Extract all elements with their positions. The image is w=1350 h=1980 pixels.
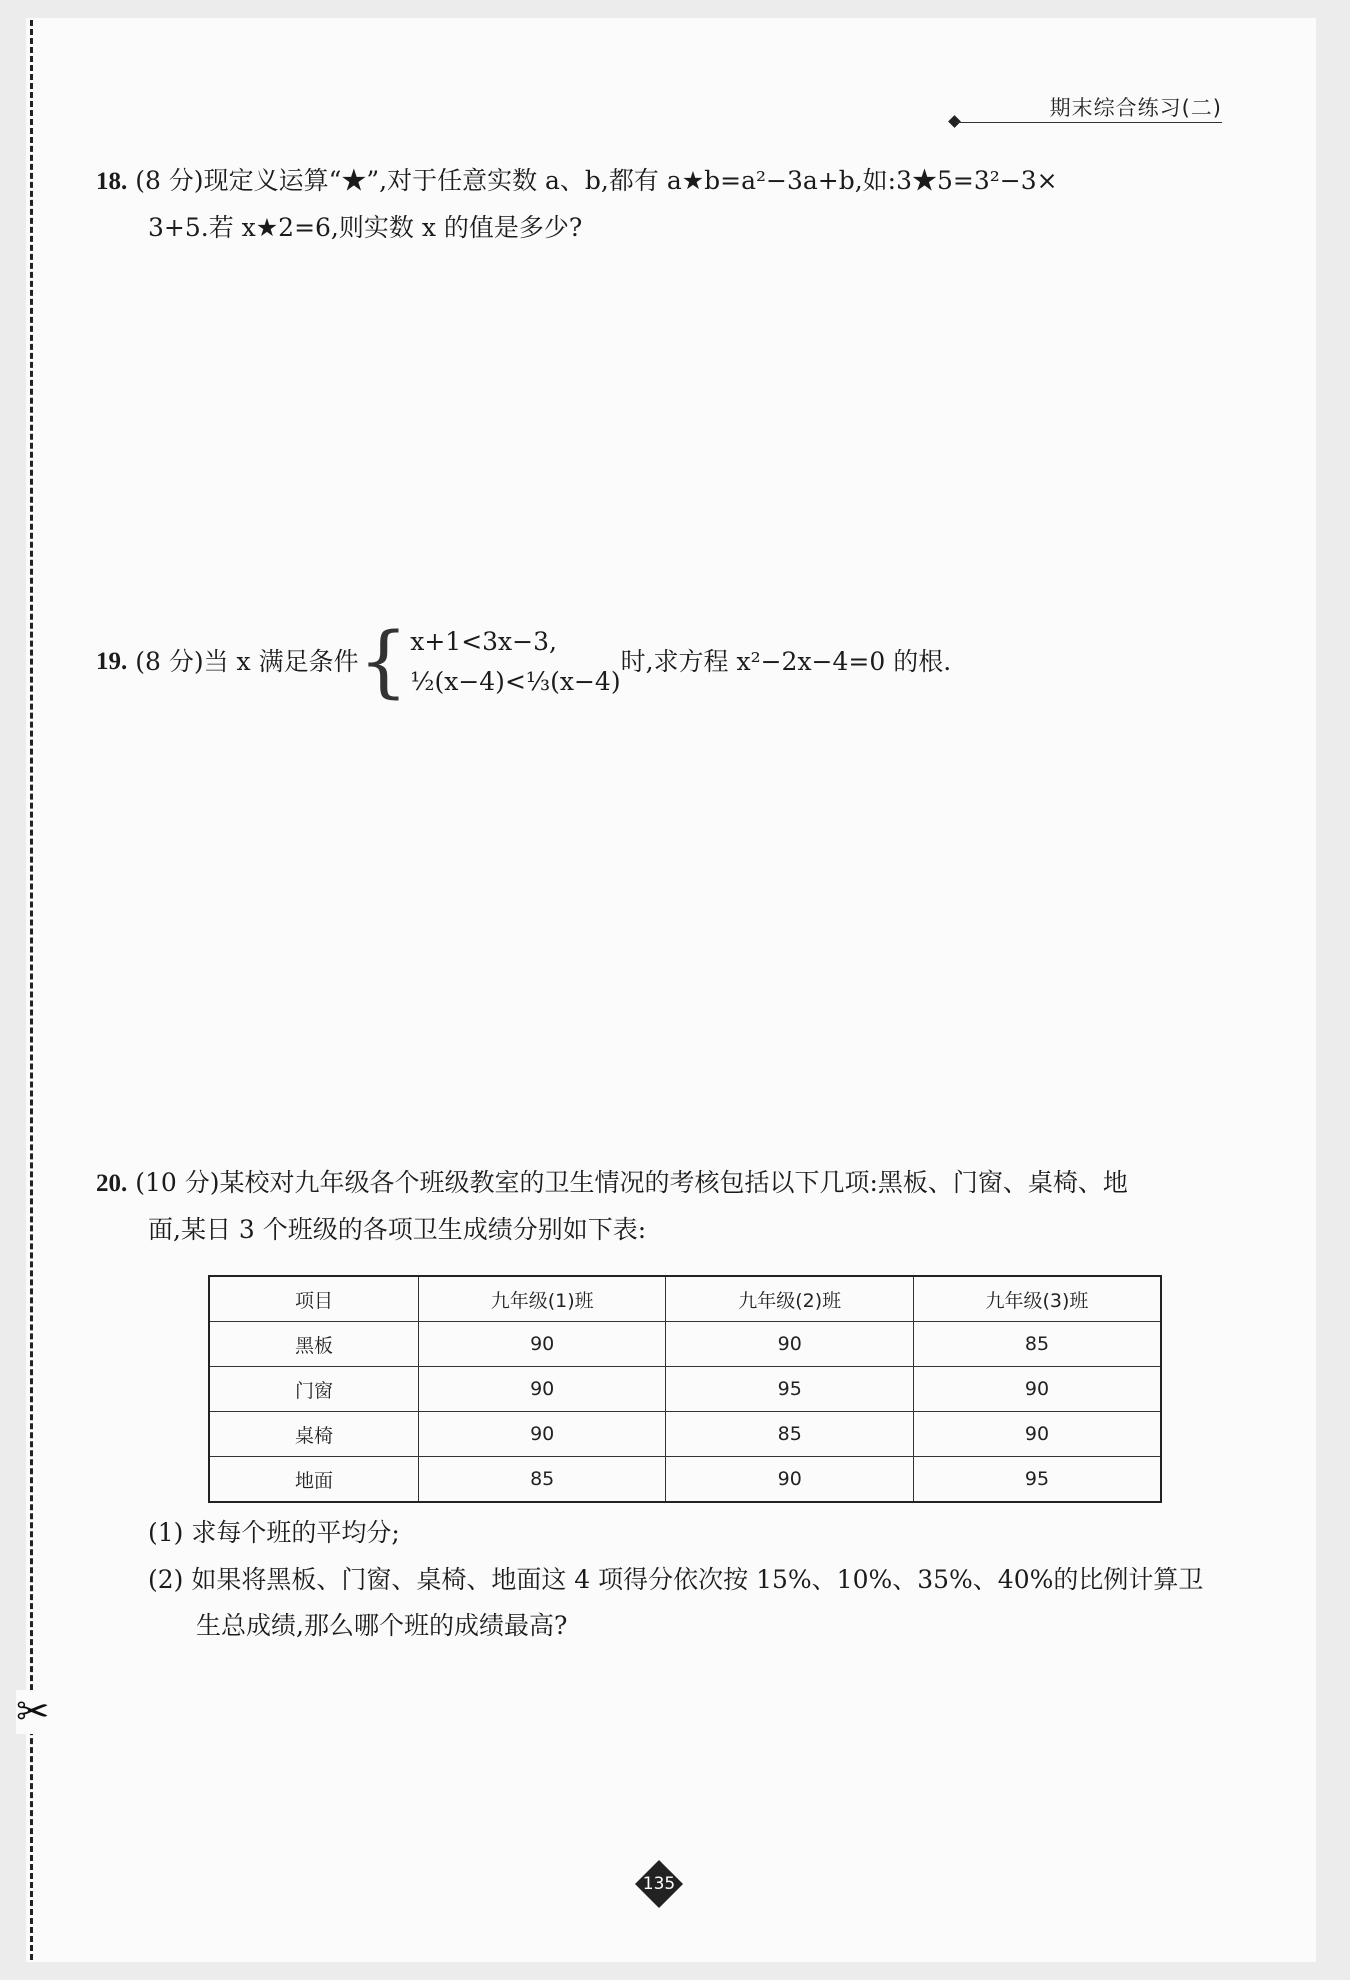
- score-table: [208, 1275, 1162, 1503]
- table-row: [209, 1322, 1161, 1367]
- section-header: [950, 92, 1222, 122]
- table-cell: 85: [418, 1457, 666, 1503]
- table-header-cell: 九年级(1)班: [418, 1276, 666, 1322]
- page-number-badge: [637, 1862, 681, 1906]
- inequality-system: [410, 622, 620, 702]
- table-cell: 门窗: [209, 1367, 418, 1412]
- table-cell: 90: [418, 1322, 666, 1367]
- worksheet-page: [26, 18, 1316, 1962]
- header-rule: [956, 122, 1222, 123]
- table-row: [209, 1457, 1161, 1503]
- table-cell: 90: [418, 1367, 666, 1412]
- table-cell: 85: [913, 1322, 1161, 1367]
- table-header-cell: 九年级(3)班: [913, 1276, 1161, 1322]
- sub-question-2-line-2: 生总成绩,那么哪个班的成绩最高?: [196, 1611, 568, 1640]
- header-title: 期末综合练习(二): [1049, 96, 1222, 120]
- system-brace: {: [358, 617, 409, 707]
- table-header-row: [209, 1276, 1161, 1322]
- inequality-2: ½(x−4)<⅓(x−4): [410, 667, 621, 696]
- table-row: [209, 1367, 1161, 1412]
- table-row: [209, 1412, 1161, 1457]
- question-20: [96, 1160, 1226, 1253]
- table-cell: 95: [666, 1367, 914, 1412]
- question-number: 19.: [96, 648, 128, 675]
- question-18-line-2: 3+5.若 x★2=6,则实数 x 的值是多少?: [148, 213, 583, 242]
- question-20-text-1: (10 分)某校对九年级各个班级教室的卫生情况的考核包括以下几项:黑板、门窗、桌椅、地: [135, 1168, 1128, 1197]
- inequality-1: x+1<3x−3,: [410, 627, 557, 656]
- question-number: 20.: [96, 1170, 128, 1197]
- table-cell: 地面: [209, 1457, 418, 1503]
- table-cell: 90: [913, 1412, 1161, 1457]
- question-19-line: [96, 617, 1226, 707]
- page-number: 135: [642, 1874, 676, 1894]
- question-18-text-1: (8 分)现定义运算“★”,对于任意实数 a、b,都有 a★b=a²−3a+b,如:3★5=3²−3×: [135, 166, 1058, 195]
- scissors-icon: ✂: [16, 1690, 60, 1734]
- question-20-line-1: [96, 1160, 1226, 1207]
- question-19-prefix: (8 分)当 x 满足条件: [135, 647, 359, 676]
- table-cell: 90: [418, 1412, 666, 1457]
- table-cell: 90: [666, 1457, 914, 1503]
- question-18: [96, 158, 1226, 251]
- question-19: [96, 617, 1226, 707]
- question-18-line-1: [96, 158, 1226, 205]
- table-cell: 95: [913, 1457, 1161, 1503]
- cut-line: [30, 20, 33, 1960]
- sub-question-2-line-1: (2) 如果将黑板、门窗、桌椅、地面这 4 项得分依次按 15%、10%、35%、40%的比例计算卫: [148, 1565, 1204, 1594]
- question-20-line-2: 面,某日 3 个班级的各项卫生成绩分别如下表:: [148, 1215, 647, 1244]
- table-header-cell: 九年级(2)班: [666, 1276, 914, 1322]
- question-19-suffix: 时,求方程 x²−2x−4=0 的根.: [620, 647, 952, 676]
- table-header-cell: 项目: [209, 1276, 418, 1322]
- table-cell: 90: [913, 1367, 1161, 1412]
- table-cell: 黑板: [209, 1322, 418, 1367]
- sub-question-1: (1) 求每个班的平均分;: [148, 1518, 400, 1547]
- sub-question-2: [148, 1557, 1228, 1649]
- table-cell: 90: [666, 1322, 914, 1367]
- table-cell: 桌椅: [209, 1412, 418, 1457]
- question-number: 18.: [96, 168, 128, 195]
- table-cell: 85: [666, 1412, 914, 1457]
